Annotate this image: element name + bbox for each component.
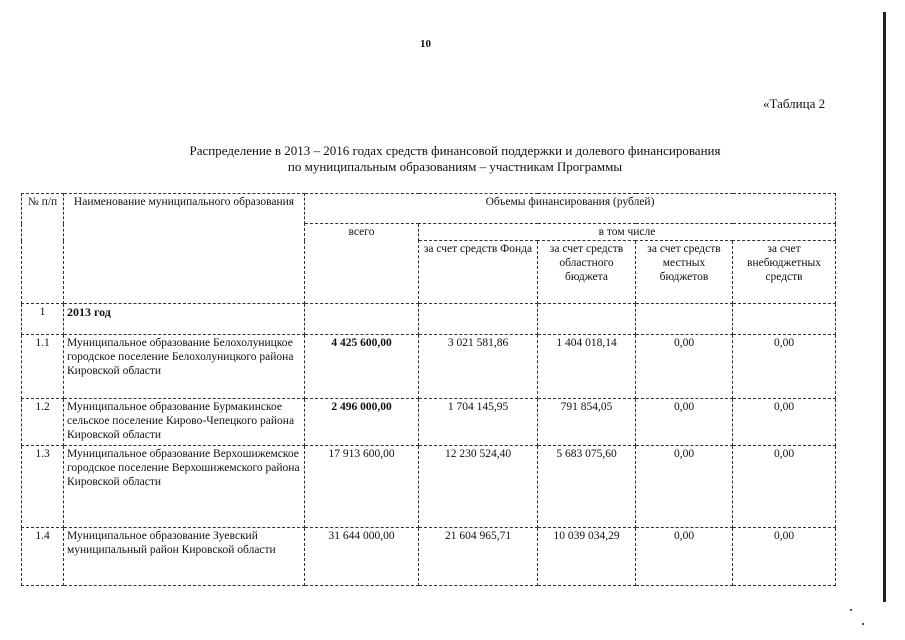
- row-fund: 1 704 145,95: [419, 399, 538, 446]
- row-local: 0,00: [636, 446, 733, 528]
- row-regional: 1 404 018,14: [538, 335, 636, 399]
- row-name: Муниципальное образование Белохолуницкое городское поселение Белохолуницкого района Кировской области: [64, 335, 305, 399]
- row-num: 1.3: [22, 446, 64, 528]
- year-row-empty: [538, 304, 636, 335]
- row-regional: 10 039 034,29: [538, 528, 636, 586]
- header-name: Наименование муниципального образования: [64, 194, 305, 304]
- table-row: [22, 335, 836, 399]
- row-fund: 21 604 965,71: [419, 528, 538, 586]
- row-fund: 12 230 524,40: [419, 446, 538, 528]
- row-fund: 3 021 581,86: [419, 335, 538, 399]
- year-row-empty: [305, 304, 419, 335]
- row-num: 1.4: [22, 528, 64, 586]
- row-name: Муниципальное образование Бурмакинское сельское поселение Кирово-Чепецкого района Кировской области: [64, 399, 305, 446]
- header-local: за счет средств местных бюджетов: [636, 241, 733, 304]
- row-total: 31 644 000,00: [305, 528, 419, 586]
- scan-speck: [862, 623, 864, 625]
- row-name: Муниципальное образование Зуевский муниципальный район Кировской области: [64, 528, 305, 586]
- row-total: 2 496 000,00: [305, 399, 419, 446]
- year-row-empty: [636, 304, 733, 335]
- row-num: 1.1: [22, 335, 64, 399]
- row-total: 17 913 600,00: [305, 446, 419, 528]
- year-row: [22, 304, 836, 335]
- row-local: 0,00: [636, 528, 733, 586]
- page-number: 10: [420, 38, 431, 50]
- table-row: [22, 399, 836, 446]
- header-extra: за счет внебюджетных средств: [733, 241, 836, 304]
- table-reference: «Таблица 2: [763, 96, 826, 111]
- year-row-empty: [419, 304, 538, 335]
- financing-table: [21, 193, 836, 586]
- row-regional: 791 854,05: [538, 399, 636, 446]
- year-row-label: 2013 год: [64, 304, 305, 335]
- row-num: 1.2: [22, 399, 64, 446]
- table-row: [22, 446, 836, 528]
- header-fund: за счет средств Фонда: [419, 241, 538, 304]
- row-extra: 0,00: [733, 399, 836, 446]
- header-row-1: [22, 194, 836, 224]
- row-local: 0,00: [636, 399, 733, 446]
- row-regional: 5 683 075,60: [538, 446, 636, 528]
- document-title: [110, 143, 800, 175]
- row-extra: 0,00: [733, 335, 836, 399]
- scan-edge-line: [883, 12, 886, 602]
- header-num: № п/п: [22, 194, 64, 304]
- title-line-1: Распределение в 2013 – 2016 годах средств финансовой поддержки и долевого финансирования: [189, 143, 721, 158]
- header-volumes: Объемы финансирования (рублей): [305, 194, 836, 224]
- row-extra: 0,00: [733, 528, 836, 586]
- year-row-empty: [733, 304, 836, 335]
- row-extra: 0,00: [733, 446, 836, 528]
- row-local: 0,00: [636, 335, 733, 399]
- header-regional: за счет средств областного бюджета: [538, 241, 636, 304]
- table-row: [22, 528, 836, 586]
- row-total: 4 425 600,00: [305, 335, 419, 399]
- title-line-2: по муниципальным образованиям – участникам Программы: [287, 159, 623, 174]
- year-row-num: 1: [22, 304, 64, 335]
- row-name: Муниципальное образование Верхошижемское городское поселение Верхошижемского района Кировской области: [64, 446, 305, 528]
- header-including: в том числе: [419, 224, 836, 241]
- scan-speck: [850, 609, 852, 611]
- header-total: всего: [305, 224, 419, 304]
